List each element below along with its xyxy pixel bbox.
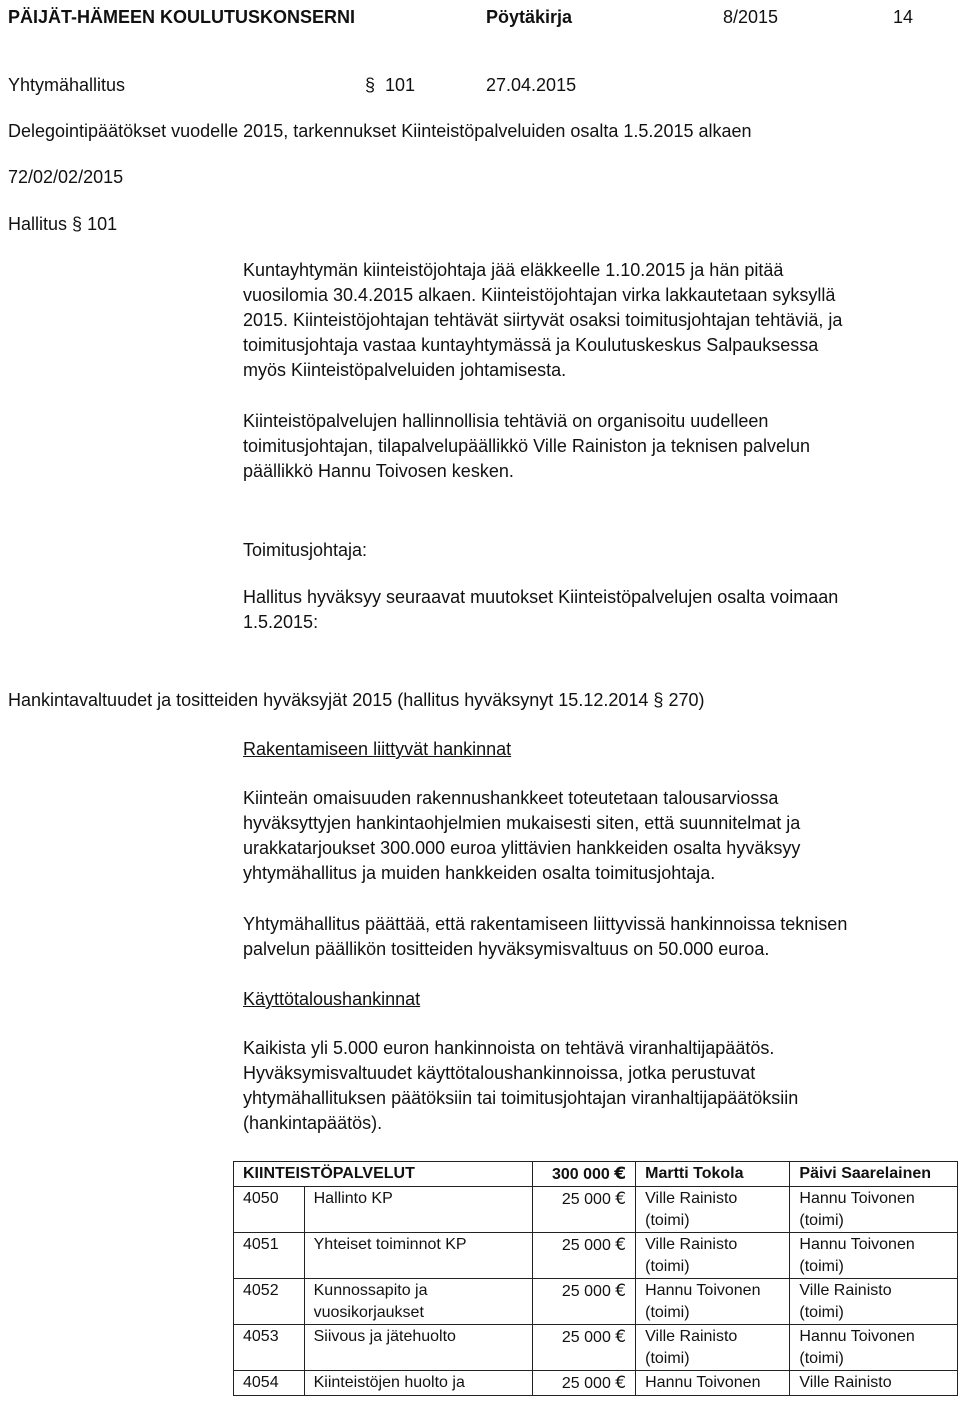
header-cell-amount <box>533 1162 636 1187</box>
cost-center-code: 4050 <box>234 1187 305 1233</box>
section-sign-icon: § <box>365 75 376 95</box>
text-line: Kiinteän omaisuuden rakennushankkeet toteutetaan talousarviossa <box>243 788 779 808</box>
section-sign-icon: § <box>72 214 83 234</box>
table-row <box>234 1325 958 1371</box>
euro-icon: € <box>615 1189 627 1209</box>
text-line: Hallitus hyväksyy seuraavat muutokset Kiinteistöpalvelujen osalta voimaan <box>243 587 839 607</box>
section-number: 101 <box>385 75 416 95</box>
euro-icon: € <box>615 1235 627 1255</box>
table-row <box>234 1371 958 1396</box>
approver-name: Hannu Toivonen <box>645 1374 761 1391</box>
text-line: Kaikista yli 5.000 euron hankinnoista on tehtävä viranhaltijapäätös. <box>243 1038 775 1058</box>
deputy-cell <box>790 1325 958 1371</box>
approver-cell <box>636 1233 790 1279</box>
text-line: urakkatarjoukset 300.000 euroa ylittävien hankkeiden osalta hyväksyy <box>243 838 801 858</box>
amount-value: 25 000 <box>561 1375 611 1392</box>
amount-cell <box>533 1279 636 1325</box>
text-line: 1.5.2015: <box>243 612 319 632</box>
euro-icon: € <box>615 1327 627 1347</box>
approver-cell <box>636 1325 790 1371</box>
text-line: päällikkö Hannu Toivosen kesken. <box>243 461 514 481</box>
proposal-label: Toimitusjohtaja: <box>243 540 368 560</box>
approver-note: (toimi) <box>645 1304 690 1321</box>
euro-icon: € <box>615 1281 627 1301</box>
cost-center-code: 4053 <box>234 1325 305 1371</box>
procurement-heading-text: Hankintavaltuudet ja tositteiden hyväksyjät 2015 (hallitus hyväksynyt 15.12.2014 <box>8 690 649 710</box>
previous-section: 101 <box>87 214 118 234</box>
decision-body: Yhtymähallitus <box>8 75 126 95</box>
text-line: yhtymähallituksen päätöksiin tai toimitusjohtajan viranhaltijapäätöksiin <box>243 1088 799 1108</box>
text-line: vuosilomia 30.4.2015 alkaen. Kiinteistöjohtajan virka lakkautetaan syksyllä <box>243 285 836 305</box>
deputy-cell <box>790 1279 958 1325</box>
approver-name: Ville Rainisto <box>645 1190 738 1207</box>
subject-title: Delegointipäätökset vuodelle 2015, tarkennukset Kiinteistöpalveluiden osalta 1.5.2015 alkaen <box>8 121 752 141</box>
text-line: yhtymähallitus ja muiden hankkeiden osalta toimitusjohtaja. <box>243 863 716 883</box>
approver-cell <box>636 1371 790 1396</box>
text-line: Hyväksymisvaltuudet käyttötaloushankinnoissa, jotka perustuvat <box>243 1063 756 1083</box>
table-header-row <box>234 1162 958 1187</box>
proposal-text <box>243 585 943 635</box>
approver-note: (toimi) <box>645 1212 690 1229</box>
construction-heading: Rakentamiseen liittyvät hankinnat <box>243 739 512 759</box>
approver-cell <box>636 1187 790 1233</box>
diary-number: 72/02/02/2015 <box>8 167 124 187</box>
text-line: 2015. Kiinteistöjohtajan tehtävät siirtyvät osaksi toimitusjohtajan tehtäviä, ja <box>243 310 843 330</box>
document-number: 8/2015 <box>723 7 779 27</box>
operating-paragraph <box>243 1036 943 1136</box>
procurement-heading-section: 270) <box>668 690 705 710</box>
deputy-cell <box>790 1233 958 1279</box>
text-line: (hankintapäätös). <box>243 1113 383 1133</box>
deputy-note: (toimi) <box>799 1350 844 1367</box>
euro-icon: € <box>615 1373 627 1393</box>
cost-center-name: Siivous ja jätehuolto <box>304 1325 533 1371</box>
text-line: myös Kiinteistöpalveluiden johtamisesta. <box>243 360 567 380</box>
approver-name: Ville Rainisto <box>645 1328 738 1345</box>
cost-center-code: 4054 <box>234 1371 305 1396</box>
header-cell-approver: Martti Tokola <box>636 1162 790 1187</box>
deputy-name: Hannu Toivonen <box>799 1328 915 1345</box>
deputy-name: Ville Rainisto <box>799 1282 892 1299</box>
deputy-note: (toimi) <box>799 1212 844 1229</box>
approvers-table <box>233 1161 958 1396</box>
deputy-cell <box>790 1371 958 1396</box>
background-paragraph-1 <box>243 258 943 383</box>
text-line: palvelun päällikön tositteiden hyväksymisvaltuus on 50.000 euroa. <box>243 939 770 959</box>
header-cell-unit: KIINTEISTÖPALVELUT <box>234 1162 533 1187</box>
document-type: Pöytäkirja <box>486 7 573 27</box>
background-paragraph-2 <box>243 409 943 484</box>
operating-heading: Käyttötaloushankinnat <box>243 989 421 1009</box>
euro-icon: € <box>614 1164 627 1184</box>
table-row <box>234 1233 958 1279</box>
text-line: Yhtymähallitus päättää, että rakentamiseen liittyvissä hankinnoissa teknisen <box>243 914 848 934</box>
deputy-name: Hannu Toivonen <box>799 1236 915 1253</box>
cost-center-name: Kunnossapito ja vuosikorjaukset <box>304 1279 533 1325</box>
text-line: toimitusjohtajan, tilapalvelupäällikkö Ville Rainiston ja teknisen palvelun <box>243 436 810 456</box>
amount-cell <box>533 1325 636 1371</box>
deputy-note: (toimi) <box>799 1304 844 1321</box>
approver-note: (toimi) <box>645 1350 690 1367</box>
meeting-date: 27.04.2015 <box>486 75 577 95</box>
construction-paragraph-1 <box>243 786 943 886</box>
approver-note: (toimi) <box>645 1258 690 1275</box>
cost-center-name: Yhteiset toiminnot KP <box>304 1233 533 1279</box>
approver-name: Hannu Toivonen <box>645 1282 761 1299</box>
amount-value: 25 000 <box>561 1237 611 1254</box>
table-row <box>234 1187 958 1233</box>
amount-cell <box>533 1187 636 1233</box>
amount-cell <box>533 1233 636 1279</box>
deputy-name: Ville Rainisto <box>799 1374 892 1391</box>
section-sign-icon: § <box>653 690 664 710</box>
text-line: Kuntayhtymän kiinteistöjohtaja jää eläkkeelle 1.10.2015 ja hän pitää <box>243 260 784 280</box>
approver-name: Ville Rainisto <box>645 1236 738 1253</box>
amount-cell <box>533 1371 636 1396</box>
header-cell-deputy: Päivi Saarelainen <box>790 1162 958 1187</box>
text-line: Kiinteistöpalvelujen hallinnollisia tehtäviä on organisoitu uudelleen <box>243 411 769 431</box>
previous-body: Hallitus <box>8 214 68 234</box>
cost-center-name: Kiinteistöjen huolto ja <box>304 1371 533 1396</box>
amount-value: 300 000 <box>551 1166 610 1183</box>
deputy-name: Hannu Toivonen <box>799 1190 915 1207</box>
deputy-note: (toimi) <box>799 1258 844 1275</box>
cost-center-name: Hallinto KP <box>304 1187 533 1233</box>
page-number: 14 <box>893 7 914 27</box>
cost-center-code: 4052 <box>234 1279 305 1325</box>
table-row <box>234 1279 958 1325</box>
text-line: hyväksyttyjen hankintaohjelmien mukaisesti siten, että suunnitelmat ja <box>243 813 801 833</box>
previous-handling <box>8 212 117 236</box>
amount-value: 25 000 <box>561 1329 611 1346</box>
amount-value: 25 000 <box>561 1283 611 1300</box>
construction-paragraph-2 <box>243 912 943 962</box>
amount-value: 25 000 <box>561 1191 611 1208</box>
procurement-heading <box>8 688 704 712</box>
cost-center-code: 4051 <box>234 1233 305 1279</box>
text-line: toimitusjohtaja vastaa kuntayhtymässä ja Koulutuskeskus Salpauksessa <box>243 335 819 355</box>
deputy-cell <box>790 1187 958 1233</box>
approver-cell <box>636 1279 790 1325</box>
organization-name: PÄIJÄT-HÄMEEN KOULUTUSKONSERNI <box>8 7 356 27</box>
